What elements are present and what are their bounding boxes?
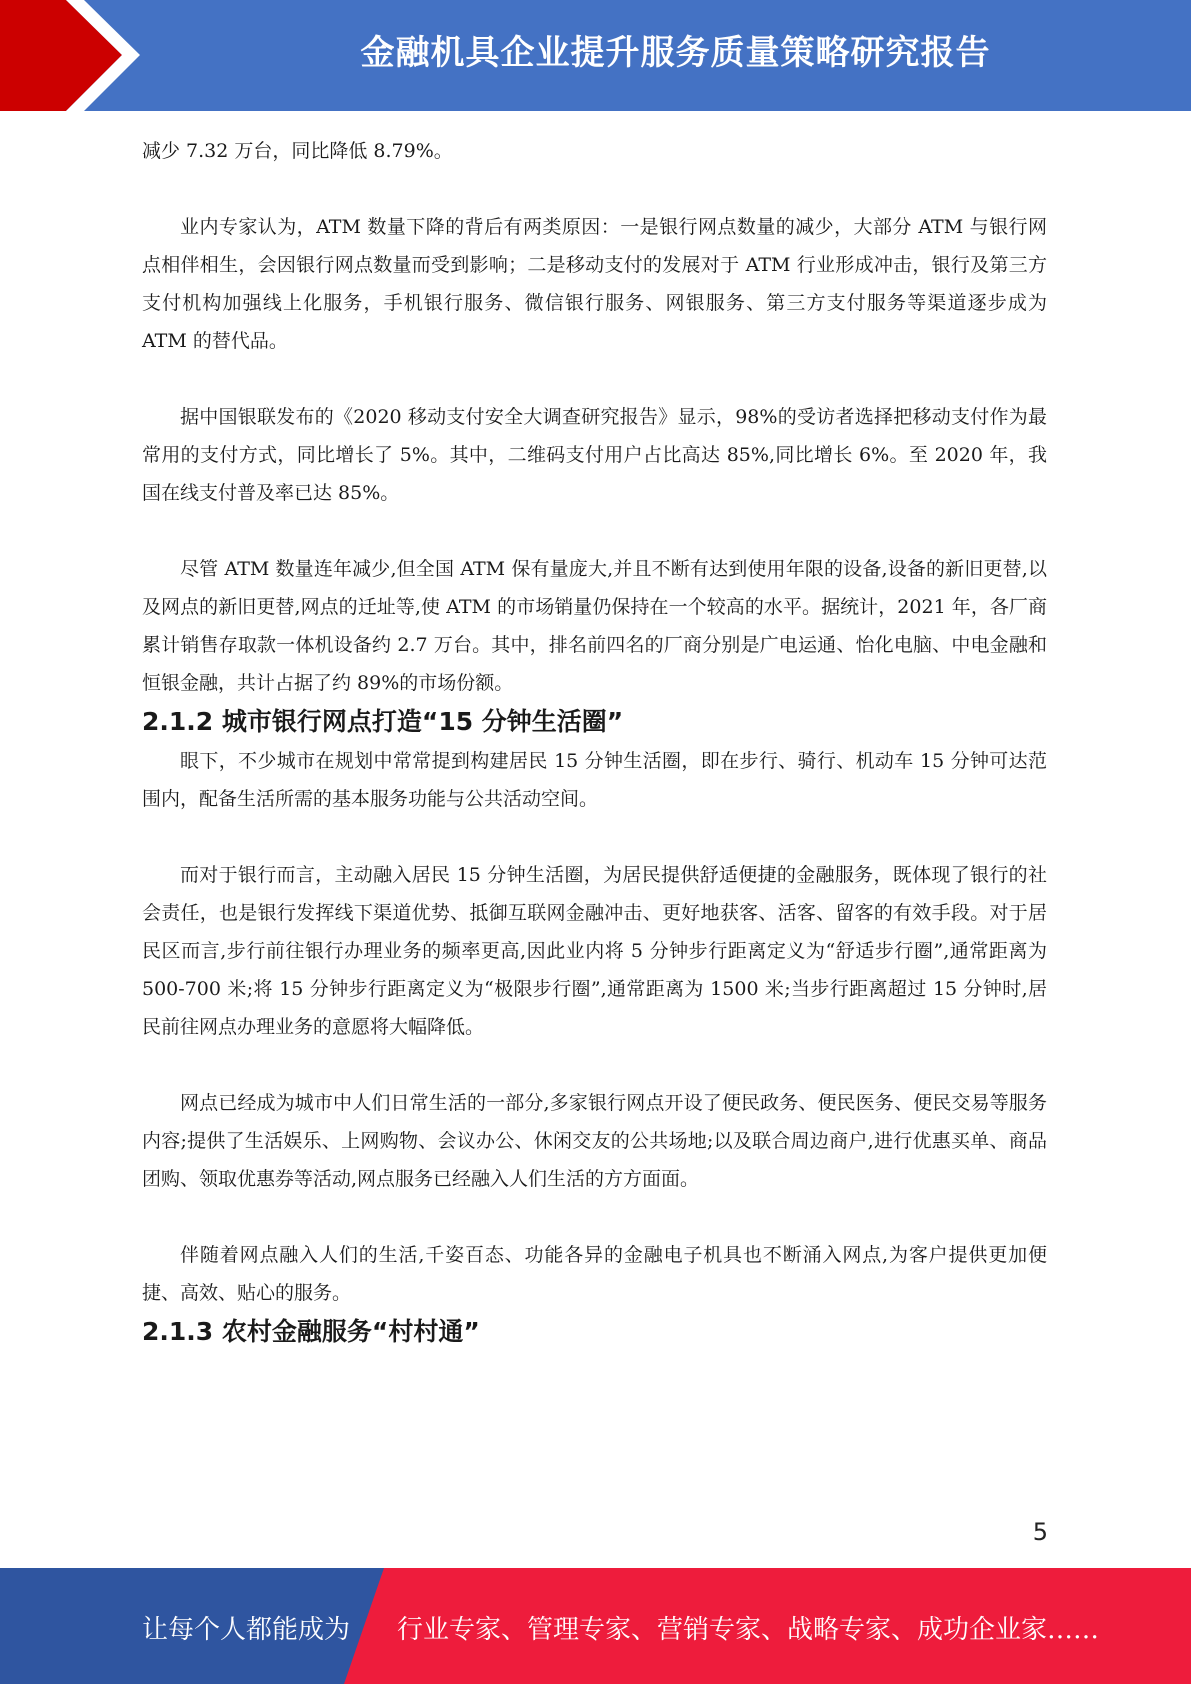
paragraph: 而对于银行而言，主动融入居民 15 分钟生活圈，为居民提供舒适便捷的金融服务，既体现了银行的社会责任，也是银行发挥线下渠道优势、抵御互联网金融冲击、更好地获客、活客、留客的有效手段。对于居民区而言,步行前往银行办理业务的频率更高,因此业内将 5 分钟步行距离定义为“舒适步行圈”,通常距离为 500-700 米;将 15 分钟步行距离定义为“极限步行圈”,通常距离为 1500 米;当步行距离超过 15 分钟时,居民前往网点办理业务的意愿将大幅降低。 — [142, 864, 1047, 1038]
header-chevron-decoration — [0, 0, 160, 111]
paragraph: 尽管 ATM 数量连年减少,但全国 ATM 保有量庞大,并且不断有达到使用年限的设备,设备的新旧更替,以及网点的新旧更替,网点的迁址等,使 ATM 的市场销量仍保持在一个较高的水平。据统计，2021 年，各厂商累计销售存取款一体机设备约 2.7 万台。其中，排名前四名的厂商分别是广电运通、怡化电脑、中电金融和恒银金融，共计占据了约 89%的市场份额。 — [142, 558, 1047, 694]
footer-slogan-right: 行业专家、管理专家、营销专家、战略专家、成功企业家…… — [397, 1615, 1100, 1645]
page-footer — [0, 1568, 1191, 1684]
paragraph: 据中国银联发布的《2020 移动支付安全大调查研究报告》显示，98%的受访者选择把移动支付作为最常用的支付方式，同比增长了 5%。其中，二维码支付用户占比高达 85%,同比增长 6%。至 2020 年，我国在线支付普及率已达 85%。 — [142, 406, 1047, 504]
footer-slogan-left: 让每个人都能成为 — [142, 1615, 351, 1645]
page-header — [0, 0, 1191, 111]
page-number: 5 — [1032, 1518, 1048, 1546]
paragraph: 网点已经成为城市中人们日常生活的一部分,多家银行网点开设了便民政务、便民医务、便民交易等服务内容;提供了生活娱乐、上网购物、会议办公、休闲交友的公共场地;以及联合周边商户,进行优惠买单、商品团购、领取优惠券等活动,网点服务已经融入人们生活的方方面面。 — [142, 1092, 1047, 1190]
paragraph: 减少 7.32 万台，同比降低 8.79%。 — [142, 140, 453, 162]
section-heading: 2.1.3 农村金融服务“村村通” — [142, 1317, 480, 1346]
report-title: 金融机具企业提升服务质量策略研究报告 — [360, 33, 991, 73]
paragraph: 眼下，不少城市在规划中常常提到构建居民 15 分钟生活圈，即在步行、骑行、机动车 15 分钟可达范围内，配备生活所需的基本服务功能与公共活动空间。 — [142, 750, 1047, 810]
paragraph: 业内专家认为，ATM 数量下降的背后有两类原因：一是银行网点数量的减少，大部分 ATM 与银行网点相伴相生，会因银行网点数量而受到影响；二是移动支付的发展对于 ATM 行业形成冲击，银行及第三方支付机构加强线上化服务，手机银行服务、微信银行服务、网银服务、第三方支付服务等渠道逐步成为 ATM 的替代品。 — [142, 216, 1047, 352]
paragraph: 伴随着网点融入人们的生活,千姿百态、功能各异的金融电子机具也不断涌入网点,为客户提供更加便捷、高效、贴心的服务。 — [142, 1244, 1047, 1304]
page-body — [142, 132, 1047, 1352]
section-heading: 2.1.2 城市银行网点打造“15 分钟生活圈” — [142, 707, 624, 736]
